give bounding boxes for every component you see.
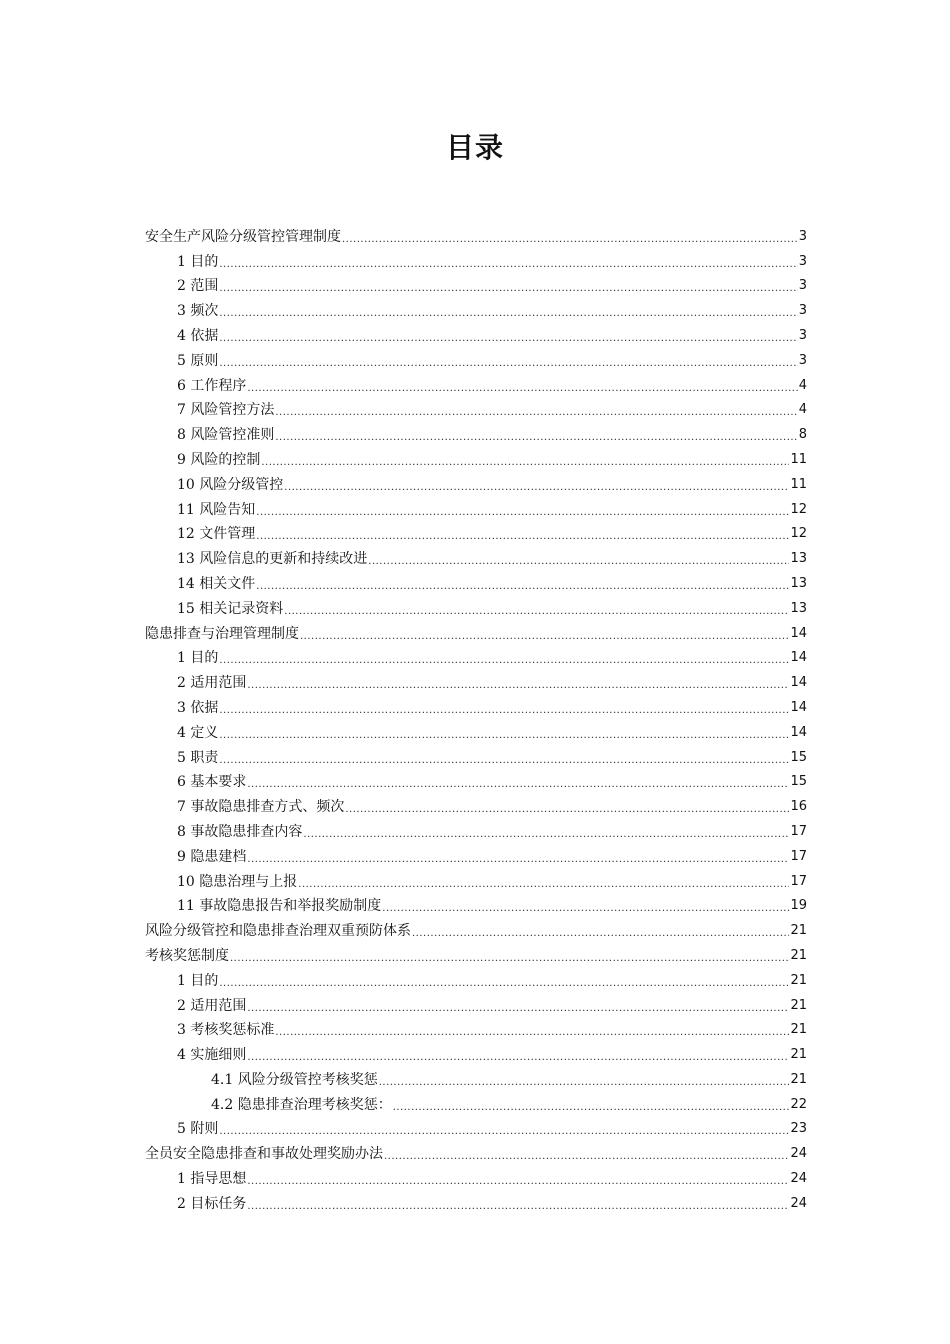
toc-entry[interactable] [0, 993, 950, 1018]
toc-dot-leader [247, 779, 789, 791]
toc-entry-label: 4 定义 [177, 724, 219, 741]
toc-dot-leader [219, 1126, 789, 1138]
toc-dot-leader [384, 1151, 789, 1163]
toc-entry-label: 风险分级管控和隐患排查治理双重预防体系 [145, 923, 411, 940]
toc-dot-leader [230, 953, 789, 965]
toc-entry-label: 隐患排查与治理管理制度 [145, 625, 299, 642]
toc-entry-label: 2 适用范围 [177, 675, 247, 692]
toc-entry[interactable] [0, 1117, 950, 1142]
toc-entry-page-number: 3 [798, 352, 807, 368]
toc-dot-leader [219, 283, 797, 295]
toc-entry[interactable] [0, 1042, 950, 1067]
toc-entry-page-number: 21 [790, 947, 807, 963]
toc-entry-page-number: 3 [798, 303, 807, 319]
toc-dot-leader [382, 903, 789, 915]
toc-dot-leader [247, 680, 789, 692]
toc-entry-label: 14 相关文件 [177, 575, 256, 592]
toc-entry[interactable] [0, 869, 950, 894]
toc-dot-leader [300, 631, 789, 643]
toc-entry[interactable] [0, 249, 950, 274]
toc-entry[interactable] [0, 447, 950, 472]
toc-dot-leader [256, 581, 789, 593]
toc-entry-label: 3 频次 [177, 303, 219, 320]
page-title: 目录 [445, 131, 504, 164]
toc-entry-label: 全员安全隐患排查和事故处理奖励办法 [145, 1146, 383, 1163]
toc-dot-leader [219, 259, 797, 271]
toc-entry[interactable] [0, 943, 950, 968]
toc-entry-page-number: 17 [790, 848, 807, 864]
toc-entry[interactable] [0, 274, 950, 299]
toc-entry[interactable] [0, 844, 950, 869]
toc-entry-page-number: 3 [798, 228, 807, 244]
toc-entry-page-number: 17 [790, 823, 807, 839]
toc-dot-leader [247, 1003, 789, 1015]
toc-dot-leader [247, 1201, 789, 1213]
toc-entry[interactable] [0, 1166, 950, 1191]
toc-entry[interactable] [0, 894, 950, 919]
toc-entry-label: 考核奖惩制度 [145, 947, 229, 964]
toc-entry-page-number: 22 [790, 1096, 807, 1112]
toc-entry-label: 2 范围 [177, 278, 219, 295]
toc-entry[interactable] [0, 1092, 950, 1117]
toc-dot-leader [247, 1176, 789, 1188]
toc-entry-page-number: 3 [798, 253, 807, 269]
toc-entry-label: 2 目标任务 [177, 1195, 247, 1212]
toc-dot-leader [412, 928, 789, 940]
toc-entry-label: 安全生产风险分级管控管理制度 [145, 228, 341, 245]
toc-entry-label: 5 附则 [177, 1121, 219, 1138]
toc-entry-label: 3 考核奖惩标准 [177, 1022, 275, 1039]
toc-entry-page-number: 12 [790, 526, 807, 542]
toc-entry-page-number: 23 [790, 1121, 807, 1137]
toc-entry[interactable] [0, 497, 950, 522]
toc-dot-leader [342, 234, 798, 246]
toc-dot-leader [247, 854, 789, 866]
toc-entry-label: 4 依据 [177, 327, 219, 344]
toc-entry[interactable] [0, 1018, 950, 1043]
toc-entry[interactable] [0, 373, 950, 398]
toc-entry-page-number: 14 [790, 724, 807, 740]
toc-dot-leader [393, 1102, 790, 1114]
toc-entry-page-number: 21 [790, 1071, 807, 1087]
toc-entry-page-number: 21 [790, 1022, 807, 1038]
toc-entry-page-number: 14 [790, 675, 807, 691]
toc-dot-leader [219, 308, 797, 320]
toc-entry-page-number: 11 [790, 476, 807, 492]
toc-entry[interactable] [0, 348, 950, 373]
toc-dot-leader [219, 755, 789, 767]
toc-entry[interactable] [0, 646, 950, 671]
toc-entry-page-number: 19 [790, 898, 807, 914]
toc-dot-leader [219, 333, 797, 345]
toc-entry-page-number: 3 [798, 327, 807, 343]
toc-entry[interactable] [0, 695, 950, 720]
toc-entry-label: 11 风险告知 [177, 501, 256, 518]
toc-entry[interactable] [0, 968, 950, 993]
toc-entry[interactable] [0, 472, 950, 497]
toc-dot-leader [298, 879, 789, 891]
toc-dot-leader [219, 358, 797, 370]
toc-entry-page-number: 16 [790, 799, 807, 815]
toc-dot-leader [256, 507, 789, 519]
toc-dot-leader [256, 531, 789, 543]
toc-entry-label: 3 依据 [177, 699, 219, 716]
toc-dot-leader [261, 457, 789, 469]
toc-entry-label: 15 相关记录资料 [177, 600, 284, 617]
toc-entry-page-number: 21 [790, 923, 807, 939]
toc-dot-leader [379, 1077, 790, 1089]
toc-entry-page-number: 21 [790, 972, 807, 988]
toc-entry[interactable] [0, 1141, 950, 1166]
toc-entry[interactable] [0, 794, 950, 819]
toc-entry-page-number: 14 [790, 625, 807, 641]
toc-entry[interactable] [0, 546, 950, 571]
toc-entry-page-number: 8 [798, 427, 807, 443]
toc-entry-label: 4.2 隐患排查治理考核奖惩： [211, 1096, 392, 1113]
toc-entry-page-number: 15 [790, 749, 807, 765]
toc-entry-label: 4 实施细则 [177, 1047, 247, 1064]
toc-entry[interactable] [0, 670, 950, 695]
toc-entry-label: 2 适用范围 [177, 997, 247, 1014]
toc-entry-page-number: 21 [790, 997, 807, 1013]
toc-entry-label: 1 目的 [177, 972, 219, 989]
toc-entry-page-number: 11 [790, 451, 807, 467]
toc-entry-label: 12 文件管理 [177, 526, 256, 543]
toc-entry[interactable] [0, 918, 950, 943]
toc-entry-label: 6 基本要求 [177, 774, 247, 791]
toc-entry-page-number: 14 [790, 650, 807, 666]
toc-dot-leader [345, 804, 789, 816]
toc-entry-page-number: 14 [790, 699, 807, 715]
toc-entry-label: 13 风险信息的更新和持续改进 [177, 551, 368, 568]
toc-dot-leader [284, 606, 789, 618]
toc-entry-label: 1 目的 [177, 650, 219, 667]
toc-entry-label: 10 隐患治理与上报 [177, 873, 298, 890]
toc-entry[interactable] [0, 1067, 950, 1092]
toc-entry-page-number: 4 [798, 377, 807, 393]
toc-entry-label: 9 隐患建档 [177, 848, 247, 865]
toc-entry-page-number: 17 [790, 873, 807, 889]
toc-dot-leader [303, 829, 789, 841]
toc-entry[interactable] [0, 720, 950, 745]
toc-entry-page-number: 24 [790, 1146, 807, 1162]
toc-entry-label: 10 风险分级管控 [177, 476, 284, 493]
toc-entry-label: 7 风险管控方法 [177, 402, 275, 419]
toc-entry-label: 1 指导思想 [177, 1171, 247, 1188]
toc-entry[interactable] [0, 1191, 950, 1216]
toc-entry-page-number: 13 [790, 600, 807, 616]
toc-entry-label: 5 职责 [177, 749, 219, 766]
toc-dot-leader [275, 407, 797, 419]
toc-entry-page-number: 21 [790, 1047, 807, 1063]
toc-entry[interactable] [0, 422, 950, 447]
toc-entry[interactable] [0, 596, 950, 621]
toc-entry-label: 6 工作程序 [177, 377, 247, 394]
toc-entry[interactable] [0, 224, 950, 249]
toc-entry[interactable] [0, 770, 950, 795]
toc-entry-page-number: 24 [790, 1195, 807, 1211]
toc-entry[interactable] [0, 745, 950, 770]
toc-entry-page-number: 4 [798, 402, 807, 418]
table-of-contents [0, 224, 950, 1216]
toc-entry-page-number: 24 [790, 1171, 807, 1187]
toc-entry-label: 1 目的 [177, 253, 219, 270]
toc-dot-leader [247, 1052, 789, 1064]
toc-dot-leader [219, 978, 789, 990]
toc-entry-page-number: 12 [790, 501, 807, 517]
toc-dot-leader [368, 556, 789, 568]
toc-entry[interactable] [0, 298, 950, 323]
toc-entry-page-number: 13 [790, 551, 807, 567]
toc-entry-label: 8 风险管控准则 [177, 427, 275, 444]
toc-dot-leader [219, 705, 789, 717]
toc-dot-leader [275, 1027, 789, 1039]
toc-entry-page-number: 3 [798, 278, 807, 294]
toc-dot-leader [247, 383, 797, 395]
toc-entry[interactable] [0, 398, 950, 423]
toc-entry[interactable] [0, 819, 950, 844]
toc-entry-label: 11 事故隐患报告和举报奖励制度 [177, 898, 382, 915]
toc-entry[interactable] [0, 522, 950, 547]
toc-entry[interactable] [0, 323, 950, 348]
toc-dot-leader [275, 432, 797, 444]
toc-dot-leader [284, 482, 789, 494]
toc-entry-label: 5 原则 [177, 352, 219, 369]
toc-entry[interactable] [0, 571, 950, 596]
toc-dot-leader [219, 730, 789, 742]
toc-entry-page-number: 13 [790, 575, 807, 591]
toc-entry-label: 9 风险的控制 [177, 451, 261, 468]
toc-entry-page-number: 15 [790, 774, 807, 790]
toc-entry-label: 4.1 风险分级管控考核奖惩 [211, 1071, 378, 1088]
toc-entry[interactable] [0, 621, 950, 646]
toc-entry-label: 8 事故隐患排查内容 [177, 823, 303, 840]
toc-dot-leader [219, 655, 789, 667]
toc-entry-label: 7 事故隐患排查方式、频次 [177, 799, 345, 816]
